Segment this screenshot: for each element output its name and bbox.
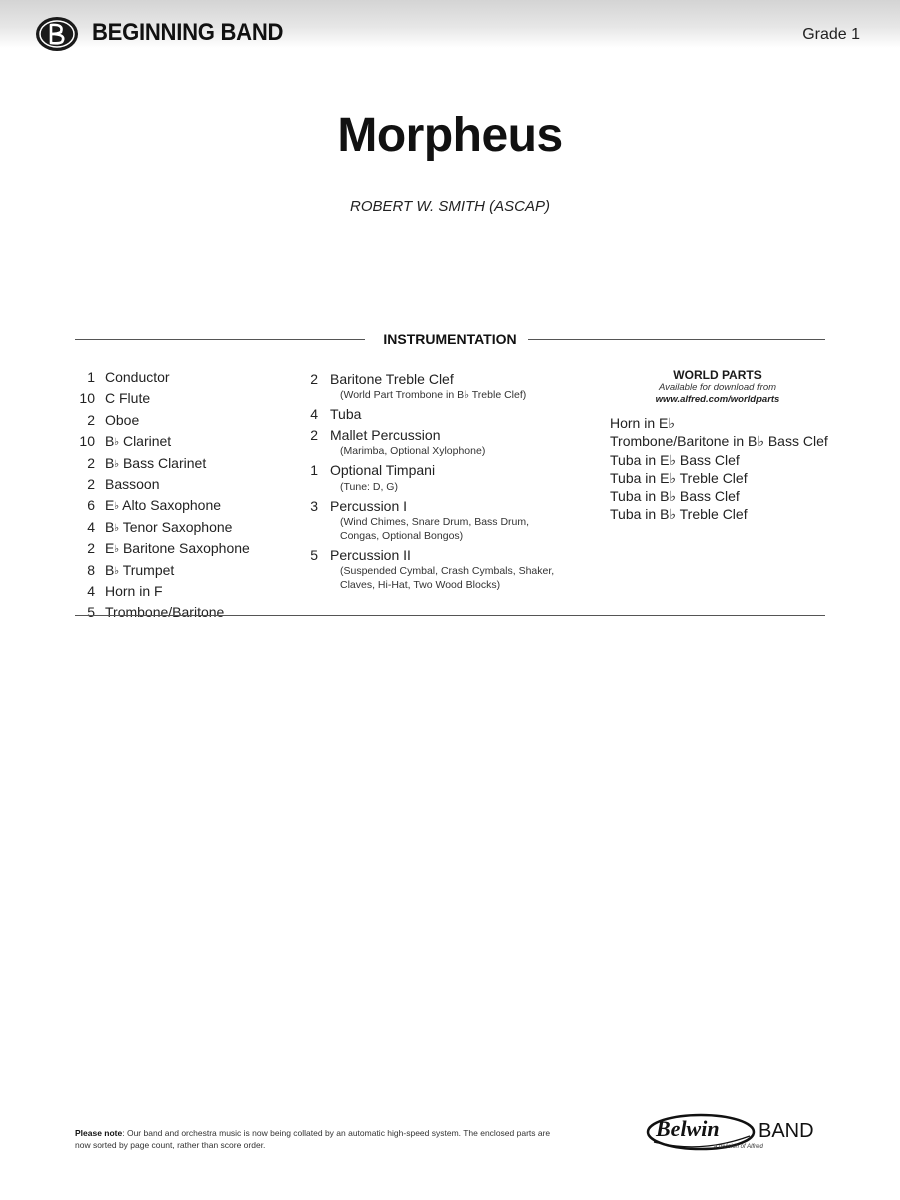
instrument-qty: 8 [87,561,95,578]
world-part-item: Tuba in E♭ Treble Clef [610,469,748,486]
instrument-item [300,497,590,515]
instrument-note: (Tune: D, G) [340,480,398,493]
instrument-qty: 1 [310,462,318,479]
instrument-note: (Wind Chimes, Snare Drum, Bass Drum, Congas, Optional Bongos) [340,516,530,543]
instrument-name: B♭ Trumpet [105,561,175,578]
belwin-band-logo [646,1110,826,1154]
note-label: Please note [75,1128,123,1138]
instrument-qty: 4 [87,583,95,600]
instrument-qty: 4 [87,518,95,535]
collation-note [75,1128,555,1151]
world-part-item: Tuba in E♭ Bass Clef [610,451,740,468]
instrument-item [75,475,305,496]
instrument-qty: 6 [87,497,95,514]
grade-label: Grade 1 [802,26,860,43]
instrument-name: Percussion II [330,547,411,564]
world-parts-title: WORLD PARTS [673,368,762,382]
world-parts-url[interactable]: www.alfred.com/worldparts [655,394,780,405]
world-parts-list [610,414,828,524]
instrument-note: (World Part Trombone in B♭ Treble Clef) [340,389,527,402]
instrument-item [300,546,590,564]
instrument-name: Tuba [330,406,362,423]
piece-title: Morpheus [337,109,563,162]
instrument-qty: 2 [87,476,95,493]
publisher-subtitle: a division of Alfred [714,1144,763,1150]
instrument-name: E♭ Alto Saxophone [105,497,222,514]
instrument-item [75,454,305,475]
instrument-name: Mallet Percussion [330,426,441,443]
instrument-name: Trombone/Baritone [105,604,225,621]
instrument-item [300,461,590,479]
publisher-band-label: BAND [758,1120,814,1142]
instrumentation-heading: INSTRUMENTATION [383,331,517,347]
instrument-name: Horn in F [105,583,163,600]
instrument-item [300,426,590,444]
world-part-item: Trombone/Baritone in B♭ Bass Clef [610,433,828,450]
instrument-qty: 3 [310,497,318,514]
instrument-item [300,405,590,423]
instrument-item [75,539,305,560]
instrument-name: Conductor [105,369,170,385]
instrument-name: B♭ Tenor Saxophone [105,518,233,535]
instrument-qty: 5 [310,547,318,564]
instrument-qty: 2 [310,426,318,443]
instrument-name: C Flute [105,390,151,407]
instrument-qty: 2 [310,371,318,387]
divider-right [528,339,825,340]
world-part-item: Horn in E♭ [610,415,675,431]
world-part-item: Tuba in B♭ Treble Clef [610,506,748,523]
instrument-name: B♭ Bass Clarinet [105,454,207,471]
instrument-qty: 1 [87,369,95,385]
instrument-qty: 2 [87,454,95,471]
instrument-qty: 2 [87,411,95,428]
instrument-item [75,561,305,582]
instrument-name: Percussion I [330,497,408,514]
instrument-qty: 10 [79,433,95,450]
beginning-band-logo-icon [34,14,80,54]
instrument-item [75,582,305,603]
instrument-item [75,389,305,410]
instrument-item [75,518,305,539]
series-name: BEGINNING BAND [92,19,284,46]
instrument-qty: 4 [310,406,318,423]
instrument-note: (Marimba, Optional Xylophone) [340,445,486,458]
instrument-item [75,496,305,517]
instrument-name: Oboe [105,411,140,428]
instrument-name: B♭ Clarinet [105,433,172,450]
divider-bottom [75,615,825,616]
instrument-list-column-2 [300,368,590,595]
instrument-item [300,370,590,388]
instrument-list-column-1 [75,368,305,625]
publisher-name: Belwin [656,1116,720,1141]
world-parts-subtitle: Available for download from [658,382,777,393]
instrument-name: E♭ Baritone Saxophone [105,540,250,557]
note-text: : Our band and orchestra music is now being collated by an automatic high-speed system. The enclosed parts are now sorted by page count, rather than score order. [75,1128,551,1150]
instrument-name: Bassoon [105,476,160,493]
world-part-item: Tuba in B♭ Bass Clef [610,488,740,505]
instrument-qty: 2 [87,540,95,557]
instrument-qty: 10 [79,390,95,407]
instrument-note: (Suspended Cymbal, Crash Cymbals, Shaker, Claves, Hi-Hat, Two Wood Blocks) [340,565,555,592]
composer-credit: ROBERT W. SMITH (ASCAP) [349,198,550,215]
instrument-item [75,432,305,453]
instrument-item [75,411,305,432]
instrument-name: Optional Timpani [330,462,436,479]
instrument-qty: 5 [87,604,95,621]
world-parts-section [610,368,828,524]
instrument-item [75,368,305,389]
instrument-name: Baritone Treble Clef [330,371,454,387]
